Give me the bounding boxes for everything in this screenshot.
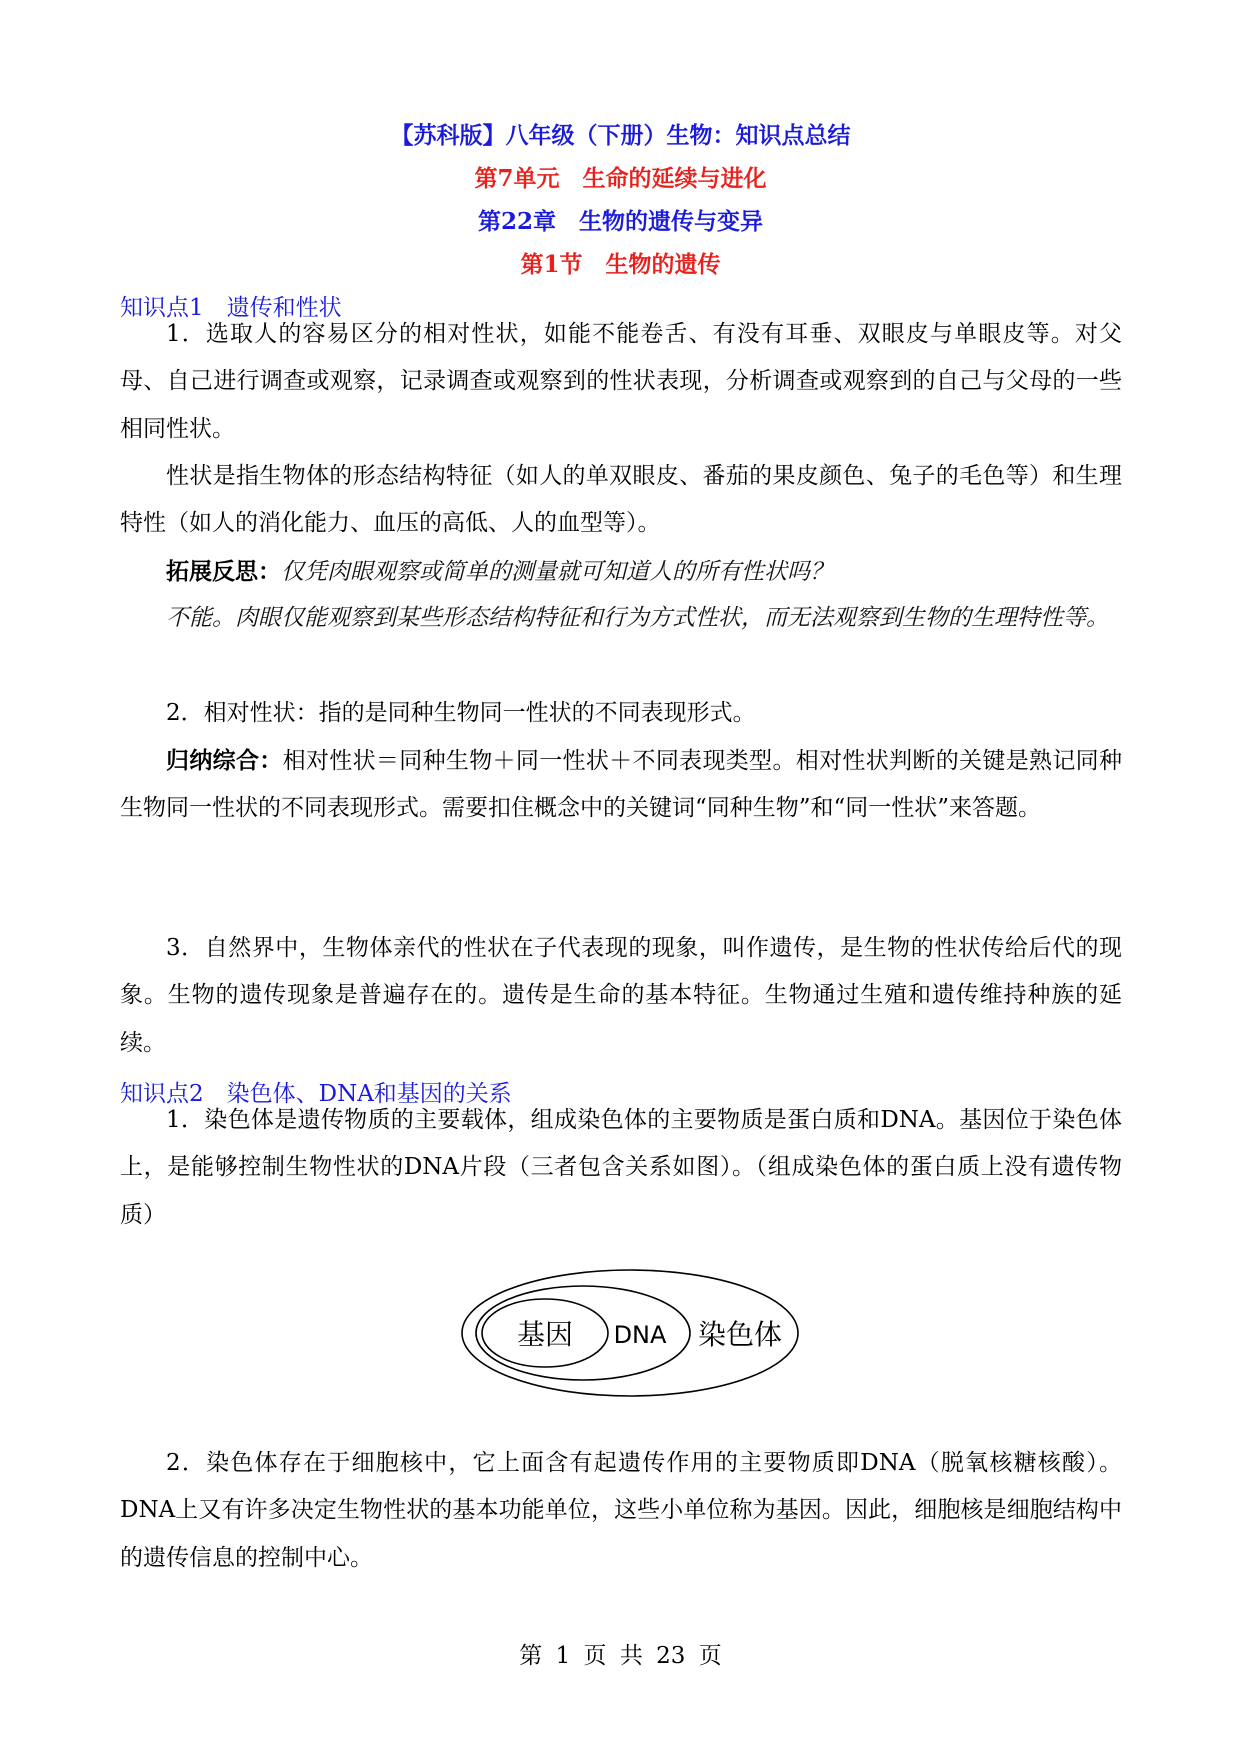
main-title: 【苏科版】八年级（下册）生物：知识点总结 bbox=[390, 122, 851, 149]
summary-label: 归纳综合： bbox=[166, 747, 283, 774]
summary-block bbox=[120, 737, 1122, 833]
kp2-paragraph-1: 1．染色体是遗传物质的主要载体，组成染色体的主要物质是蛋白质和DNA。基因位于染色体上，是能够控制生物性状的DNA片段（三者包含关系如图）。（组成染色体的蛋白质上没有遗传物质） bbox=[120, 1107, 1122, 1228]
reflection-answer: 不能。肉眼仅能观察到某些形态结构特征和行为方式性状，而无法观察到生物的生理特性等。 bbox=[166, 605, 1109, 631]
kp1-paragraph-4: 3．自然界中，生物体亲代的性状在子代表现的现象，叫作遗传，是生物的性状传给后代的现象。生物的遗传现象是普遍存在的。遗传是生命的基本特征。生物通过生殖和遗传维持种族的延续。 bbox=[120, 935, 1122, 1056]
knowledge-point-1-heading: 知识点1 遗传和性状 bbox=[120, 295, 342, 321]
page-footer: 第 1 页 共 23 页 bbox=[519, 1643, 722, 1669]
kp1-paragraph-2: 性状是指生物体的形态结构特征（如人的单双眼皮、番茄的果皮颜色、兔子的毛色等）和生理特性（如人的消化能力、血压的高低、人的血型等）。 bbox=[120, 463, 1122, 537]
dna-label: DNA bbox=[613, 1321, 667, 1349]
knowledge-point-2-heading: 知识点2 染色体、DNA和基因的关系 bbox=[120, 1081, 512, 1107]
kp1-paragraph-3: 2．相对性状：指的是同种生物同一性状的不同表现形式。 bbox=[166, 700, 756, 726]
kp2-paragraph-2: 2．染色体存在于细胞核中，它上面含有起遗传作用的主要物质即DNA（脱氧核糖核酸）。DNA上又有许多决定生物性状的基本功能单位，这些小单位称为基因。因此，细胞核是细胞结构中的遗传信息的控制中心。 bbox=[120, 1450, 1122, 1571]
summary-text: 相对性状＝同种生物＋同一性状＋不同表现类型。相对性状判断的关键是熟记同种生物同一性状的不同表现形式。需要扣住概念中的关键词“同种生物”和“同一性状”来答题。 bbox=[120, 748, 1122, 822]
containment-diagram bbox=[460, 1268, 800, 1398]
section-title: 第1节 生物的遗传 bbox=[520, 251, 721, 278]
chromosome-label: 染色体 bbox=[697, 1318, 783, 1351]
unit-title: 第7单元 生命的延续与进化 bbox=[474, 165, 767, 192]
reflection-question-text: 仅凭肉眼观察或简单的测量就可知道人的所有性状吗？ bbox=[281, 559, 833, 585]
reflection-question bbox=[120, 548, 1122, 596]
chapter-title: 第22章 生物的遗传与变异 bbox=[477, 208, 763, 235]
gene-label: 基因 bbox=[516, 1318, 574, 1351]
reflection-label: 拓展反思： bbox=[166, 558, 281, 585]
kp1-paragraph-1: 1．选取人的容易区分的相对性状，如能不能卷舌、有没有耳垂、双眼皮与单眼皮等。对父母、自己进行调查或观察，记录调查或观察到的性状表现，分析调查或观察到的自己与父母的一些相同性状。 bbox=[120, 321, 1122, 442]
